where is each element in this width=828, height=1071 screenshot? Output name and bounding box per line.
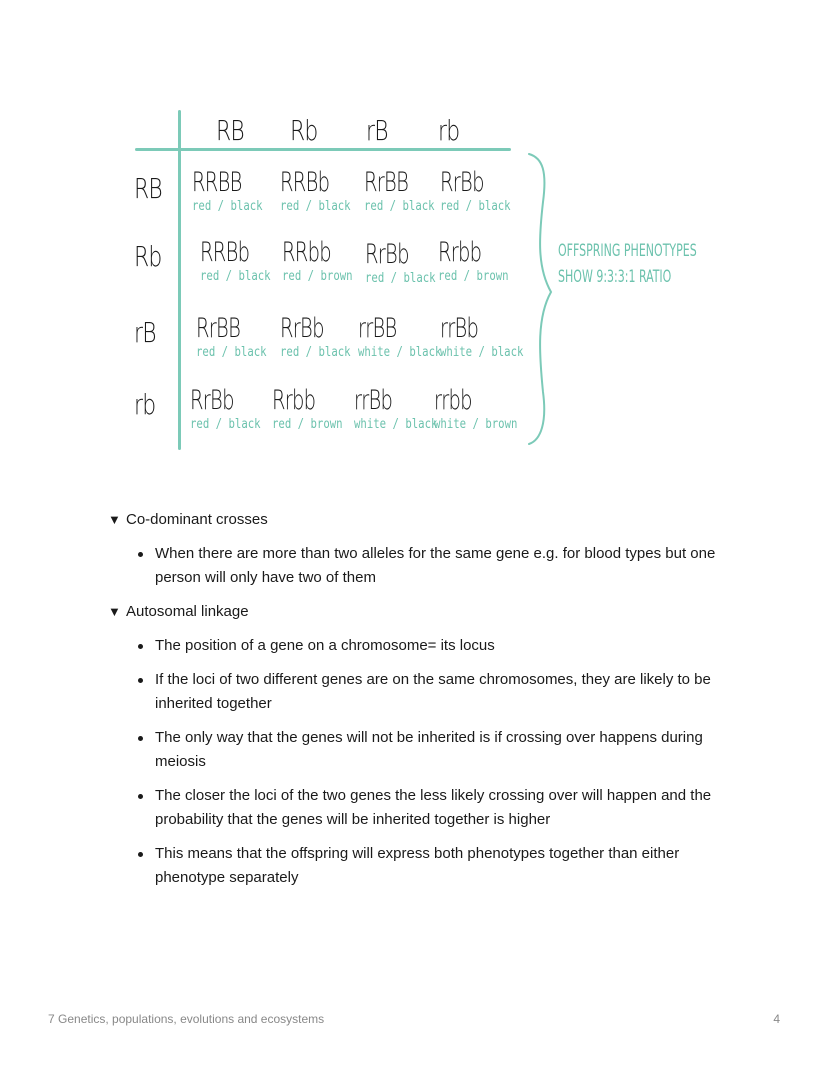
col-header: Rb xyxy=(290,114,318,147)
genotype-label: RrBB xyxy=(364,167,409,198)
phenotype-label: red / brown xyxy=(272,417,343,432)
ratio-annotation xyxy=(558,238,697,290)
genotype-label: RrBb xyxy=(365,239,409,270)
phenotype-label: red / black xyxy=(200,269,271,284)
bullet-text: The position of a gene on a chromosome= its locus xyxy=(155,637,495,654)
bullet-icon xyxy=(138,678,143,683)
bullet-list xyxy=(108,634,748,890)
bullet-text: This means that the offspring will express both phenotypes together than either phenotype separately xyxy=(155,845,680,886)
page-number: 4 xyxy=(773,1012,780,1026)
punnett-cell xyxy=(440,313,524,360)
row-header: Rb xyxy=(134,240,162,273)
genotype-label: rrbb xyxy=(434,385,472,416)
genotype-label: RrBb xyxy=(280,313,324,344)
genotype-label: RRbb xyxy=(282,237,331,268)
punnett-cell xyxy=(282,238,362,284)
punnett-cell xyxy=(272,386,352,432)
list-item xyxy=(138,842,748,890)
row-header: RB xyxy=(134,172,162,205)
footer-title: 7 Genetics, populations, evolutions and ecosystems xyxy=(48,1012,325,1026)
punnett-cell xyxy=(196,314,276,360)
list-item xyxy=(138,726,748,774)
phenotype-label: red / black xyxy=(440,199,511,214)
genotype-label: rrBb xyxy=(354,385,393,416)
genotype-label: RrBb xyxy=(190,385,234,416)
punnett-cell xyxy=(438,238,518,284)
punnett-cell xyxy=(440,168,520,214)
list-item xyxy=(138,542,748,590)
bullet-icon xyxy=(138,794,143,799)
triangle-down-icon[interactable]: ▼ xyxy=(108,512,121,527)
bullet-list xyxy=(108,542,748,590)
toggle-title: Co-dominant crosses xyxy=(126,511,268,528)
bullet-icon xyxy=(138,552,143,557)
genotype-label: RRBB xyxy=(192,167,242,198)
list-item xyxy=(138,784,748,832)
phenotype-label: red / brown xyxy=(282,269,353,284)
bullet-text: If the loci of two different genes are on the same chromosomes, they are likely to be inherited together xyxy=(155,671,711,712)
punnett-cell xyxy=(280,168,360,214)
punnett-cell xyxy=(190,386,270,432)
list-item xyxy=(138,668,748,716)
bullet-text: The closer the loci of the two genes the less likely crossing over will happen and the probability that the genes will be inherited together is higher xyxy=(155,787,712,828)
phenotype-label: white / black xyxy=(440,345,524,360)
phenotype-label: red / black xyxy=(280,345,351,360)
col-header: RB xyxy=(216,114,244,147)
triangle-down-icon[interactable]: ▼ xyxy=(108,604,121,619)
bullet-text: When there are more than two alleles for the same gene e.g. for blood types but one person will only have two of them xyxy=(155,545,716,586)
bullet-text: The only way that the genes will not be inherited is if crossing over happens during meiosis xyxy=(155,729,703,770)
phenotype-label: white / black xyxy=(354,417,438,432)
genotype-label: RRBb xyxy=(200,237,250,268)
phenotype-label: red / black xyxy=(192,199,263,214)
col-header: rb xyxy=(438,114,460,147)
curly-brace-icon xyxy=(525,152,555,447)
ratio-annotation-line2: SHOW 9:3:3:1 RATIO xyxy=(558,267,672,287)
bullet-icon xyxy=(138,736,143,741)
phenotype-label: white / brown xyxy=(434,417,518,432)
genotype-label: rrBb xyxy=(440,313,479,344)
phenotype-label: red / brown xyxy=(438,269,509,284)
punnett-cell xyxy=(358,313,442,360)
row-header: rB xyxy=(134,316,156,349)
genotype-label: rrBB xyxy=(358,313,397,344)
row-header: rb xyxy=(134,388,156,421)
ratio-annotation-line1: OFFSPRING PHENOTYPES xyxy=(558,241,697,261)
bullet-icon xyxy=(138,644,143,649)
phenotype-label: red / black xyxy=(280,199,351,214)
phenotype-label: red / black xyxy=(190,417,261,432)
punnett-cell xyxy=(280,314,360,360)
punnett-cell xyxy=(354,385,438,432)
phenotype-label: white / black xyxy=(358,345,442,360)
notes-outline xyxy=(108,508,748,900)
genotype-label: Rrbb xyxy=(272,385,316,416)
genotype-label: RrBB xyxy=(196,313,241,344)
bullet-icon xyxy=(138,852,143,857)
toggle-co-dominant-crosses[interactable] xyxy=(108,508,748,532)
punnett-cell xyxy=(434,385,518,432)
punnett-vertical-divider xyxy=(178,110,181,450)
phenotype-label: red / black xyxy=(364,199,435,214)
genotype-label: RRBb xyxy=(280,167,330,198)
punnett-square-figure xyxy=(120,100,740,460)
toggle-title: Autosomal linkage xyxy=(126,603,249,620)
punnett-cell xyxy=(192,168,272,214)
punnett-horizontal-divider xyxy=(135,148,511,151)
list-item xyxy=(138,634,748,658)
genotype-label: RrBb xyxy=(440,167,484,198)
phenotype-label: red / black xyxy=(365,271,436,286)
toggle-autosomal-linkage[interactable] xyxy=(108,600,748,624)
punnett-cell xyxy=(365,240,445,286)
col-header: rB xyxy=(366,114,388,147)
phenotype-label: red / black xyxy=(196,345,267,360)
punnett-cell xyxy=(200,238,280,284)
punnett-cell xyxy=(364,168,444,214)
genotype-label: Rrbb xyxy=(438,237,482,268)
